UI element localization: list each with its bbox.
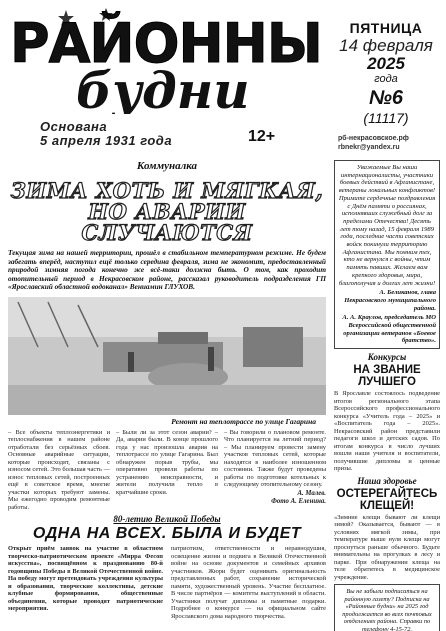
site-link[interactable]: рб-некрасовское.рф [338, 135, 409, 142]
photo-caption: Ремонт на теплотрассе по улице Гагарина [171, 416, 316, 426]
contest-section-label: Конкурсы [367, 352, 407, 363]
safety-section-label: Наша здоровье [357, 475, 417, 486]
greeting-text: Уважаемые Вы наши интернационалисты, участники боевых действий в Афганистане, ветераны локальных конфликтов! Примите сердечные поздравления с Днём памяти о россиянах, исполнявших служебный долг за пределами Отечества! Десять лет тому назад, 15 февраля 1989 года, последние части советских войск покинули территорию Афганистана. Мы помним тех, кто не вернулся с войны, чтим память павших. Желаем вам крепкого здоровья, мира, благополучия и долгих лет жизни! [338, 164, 436, 287]
article-col-2: – Были ли за этот сезон аварии? – Да, аварии были. В конце прошлого года у нас произошла авария на теплотрассе по улице Гагарина. Был обнаружен порыв трубы, мы оперативно провели работы по устранению неисправности, и жители получили тепло в кратчайшие сроки. [116, 428, 218, 496]
founded-line1: Основана [40, 119, 108, 134]
section-label: Коммуналка [136, 160, 198, 172]
founded-info [40, 120, 172, 148]
masthead-logo-graphic [6, 6, 326, 114]
issue-info [332, 20, 440, 152]
second-section-label: 80-летию Великой Победы [113, 514, 221, 525]
contest-headline: НА ЗВАНИЕ ЛУЧШЕГО [353, 364, 421, 389]
article-col-1: – Все объекты теплоэнергетики и теплоснабжения в нашем районе отработали без серьёзных сбоев. Основные аварийные ситуации, которые происходят, связаны с износом сетей. Это большая часть — износ тепловых сетей, построенных ещё в советское время, многие участки которых требуют замены. Мы ежегодно проводим ремонтные работы. [8, 428, 110, 511]
article-author: А. Малев. [297, 489, 326, 497]
article-lead: Текущая зима на нашей территории, прошёл в стабильном температурном режиме. Не будем забегать вперёд, наступил ещё только середина февраля, зима не экономит, предоставленный природой зимняя погода конечно же всё-таки должна быть. О том, как проходит отопительный период в Некрасовском районе, рассказал руководитель подразделения ГП «Ярославский областной водоканал» Вениамин ГЛУХОВ. [8, 248, 326, 292]
weekday: ПЯТНИЦА [349, 20, 423, 36]
article-photo [8, 297, 326, 415]
greeting-signoff-2: А. А. Краулов, председатель МО Всероссийской общественной организации ветеранов «Боевое братство». [342, 314, 436, 345]
masthead-title-part2: будни [76, 61, 250, 114]
email-link[interactable]: rbnekr@yandex.ru [338, 144, 400, 151]
subscription-note: Вы не забыли подписаться на районную газету? Подписка на «Районные будни» на 2025 год продолжается во всех почтовых отделениях района. Справки по телефону 4-15-72. [334, 584, 440, 631]
age-rating: 12+ [248, 128, 276, 145]
masthead-logo [6, 6, 326, 114]
greeting-box [334, 160, 440, 349]
contest-text: В Ярославле состоялось подведение итогов регионального этапа Всероссийского профессионального конкурса «Учитель года – 2025» и «Воспитатель года – 2025». Некрасовский район представили педагоги школ и детских садов. По итогам конкурса в число лучших вошли наши учителя и воспитатели, получившие дипломы и ценные призы. [334, 390, 440, 473]
issue-total: (11117) [363, 110, 409, 126]
main-article [8, 160, 326, 620]
year-word: года [374, 73, 398, 85]
photo-author: Фото А. Еленина. [271, 498, 326, 506]
article-col-3 [224, 429, 326, 512]
greeting-signoff-1: А. Беликанов, глава Некрасовского муниципального района. [344, 289, 436, 312]
issue-number: №6 [368, 87, 404, 109]
second-article-columns [8, 545, 326, 620]
safety-text: «Зимние клещи бывают ли клещи зимой? Оказывается, бывают — в условиях мягкой зимы, при температуре выше нуля клещи могут проснуться раньше обычного. Будьте внимательны на прогулках в лесу и парке. При обнаружении клеща на теле обратитесь в медицинское учреждение. [334, 513, 440, 581]
issue-date: 14 февраля [339, 36, 433, 55]
contacts [338, 134, 409, 152]
masthead-title-part1: РАЙОННЫЕ [10, 12, 326, 75]
photo-illustration [8, 297, 326, 415]
second-headline: ОДНА НА ВСЕХ. БЫЛА И БУДЕТ [32, 525, 302, 543]
second-col-1: Открыт приём заявок на участие в областном творческо-патриотическом проекте «Мирра Фесоп искусства», посвящённом к празднованию 80-й годовщины Победы в Великой Отечественной войне. На победу могут претендовать учреждения культуры и образования, творческие коллективы, детские клубные формирования, общественные объединения, которые проводят патриотические мероприятия. [8, 545, 163, 613]
headline: ЗИМА ХОТЬ И МЯГКАЯ, НО АВАРИИ СЛУЧАЮТСЯ [10, 178, 324, 245]
article-col-3-text: – Вы говорили о плановом ремонте. Что планируется на летний период? – Мы планируем провести замену участков тепловых сетей, которые находятся в наиболее изношенном состоянии. Также будут проведены работы по подготовке котельных к следующему отопительному сезону. [224, 428, 326, 489]
issue-year: 2025 [367, 54, 405, 73]
article-columns [8, 429, 326, 512]
masthead [0, 0, 446, 152]
second-col-2: патриотизм, ответственности и неравнодушия, освещение жизни и подвига в Великой Отечественной войне на основе документов и семейных архивов участников. Жюри будет оценивать оригинальность представленных работ, сохранение исторической памяти, художественный уровень. Участие бесплатное. В числе партнёров — комитеты выступлений в области. Участники получат дипломы и памятные подарки. Подробнее о конкурсе — на официальном сайте Ярославского дома народного творчества. [171, 545, 326, 620]
safety-headline: ОСТЕРЕГАЙТЕСЬ КЛЕЩЕЙ! [336, 487, 438, 512]
founded-line2: 5 апреля 1931 года [40, 133, 173, 148]
right-column [334, 160, 440, 631]
